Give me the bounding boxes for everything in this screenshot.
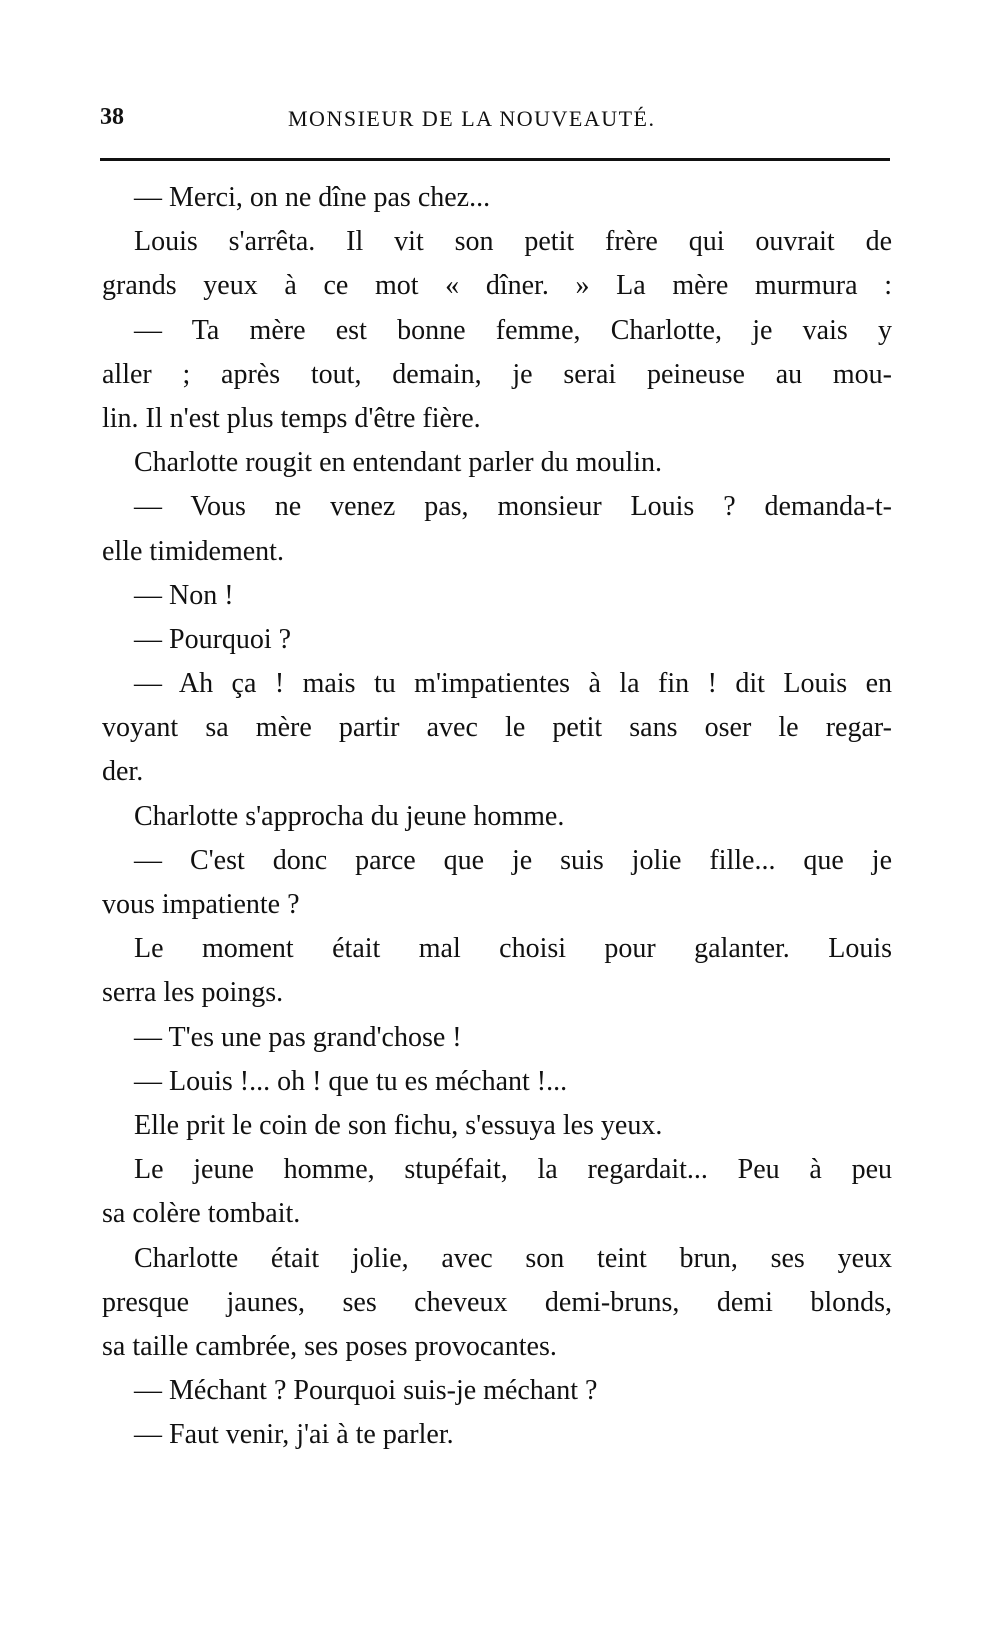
text-line: voyant sa mère partir avec le petit sans oser le regar- <box>102 712 892 744</box>
page-number: 38 <box>100 104 124 130</box>
text-line: — Ah ça ! mais tu m'impatientes à la fin ! dit Louis en <box>134 668 892 700</box>
text-line: sa taille cambrée, ses poses provocantes. <box>102 1330 557 1362</box>
text-line: — Merci, on ne dîne pas chez... <box>134 182 491 213</box>
text-line: Louis s'arrêta. Il vit son petit frère qui ouvrait de <box>134 226 892 258</box>
text-line: sa colère tombait. <box>102 1198 301 1230</box>
text-line: Charlotte était jolie, avec son teint brun, ses yeux <box>134 1242 892 1274</box>
page-header <box>100 104 890 140</box>
text-line: grands yeux à ce mot « dîner. » La mère murmura : <box>102 270 892 302</box>
text-line: — Louis !... oh ! que tu es méchant !... <box>134 1065 568 1097</box>
header-rule <box>100 158 890 161</box>
text-line: lin. Il n'est plus temps d'être fière. <box>102 402 481 434</box>
running-title: MONSIEUR DE LA NOUVEAUTÉ. <box>288 106 656 131</box>
text-line: — Faut venir, j'ai à te parler. <box>134 1419 454 1451</box>
text-line: — Ta mère est bonne femme, Charlotte, je vais y <box>134 314 892 346</box>
text-line: elle timidement. <box>102 535 284 567</box>
text-line: — Vous ne venez pas, monsieur Louis ? demanda-t- <box>134 491 892 523</box>
text-line: der. <box>102 756 144 788</box>
text-line: aller ; après tout, demain, je serai peineuse au mou- <box>102 358 892 390</box>
text-line: presque jaunes, ses cheveux demi-bruns, demi blonds, <box>102 1286 892 1318</box>
text-line: — C'est donc parce que je suis jolie fille... que je <box>134 844 892 876</box>
text-line: — T'es une pas grand'chose ! <box>134 1021 462 1053</box>
text-line: Le moment était mal choisi pour galanter. Louis <box>134 933 892 965</box>
text-line: — Méchant ? Pourquoi suis-je méchant ? <box>134 1375 598 1407</box>
text-line: vous impatiente ? <box>102 889 300 920</box>
text-line: Charlotte s'approcha du jeune homme. <box>134 800 565 832</box>
text-line: Le jeune homme, stupéfait, la regardait... Peu à peu <box>134 1154 892 1186</box>
text-line: Charlotte rougit en entendant parler du moulin. <box>134 447 662 479</box>
text-line: Elle prit le coin de son fichu, s'essuya les yeux. <box>134 1109 663 1141</box>
text-line: serra les poings. <box>102 977 284 1009</box>
body-text <box>102 176 892 1457</box>
text-line: — Pourquoi ? <box>134 623 292 655</box>
text-line: — Non ! <box>134 579 234 611</box>
